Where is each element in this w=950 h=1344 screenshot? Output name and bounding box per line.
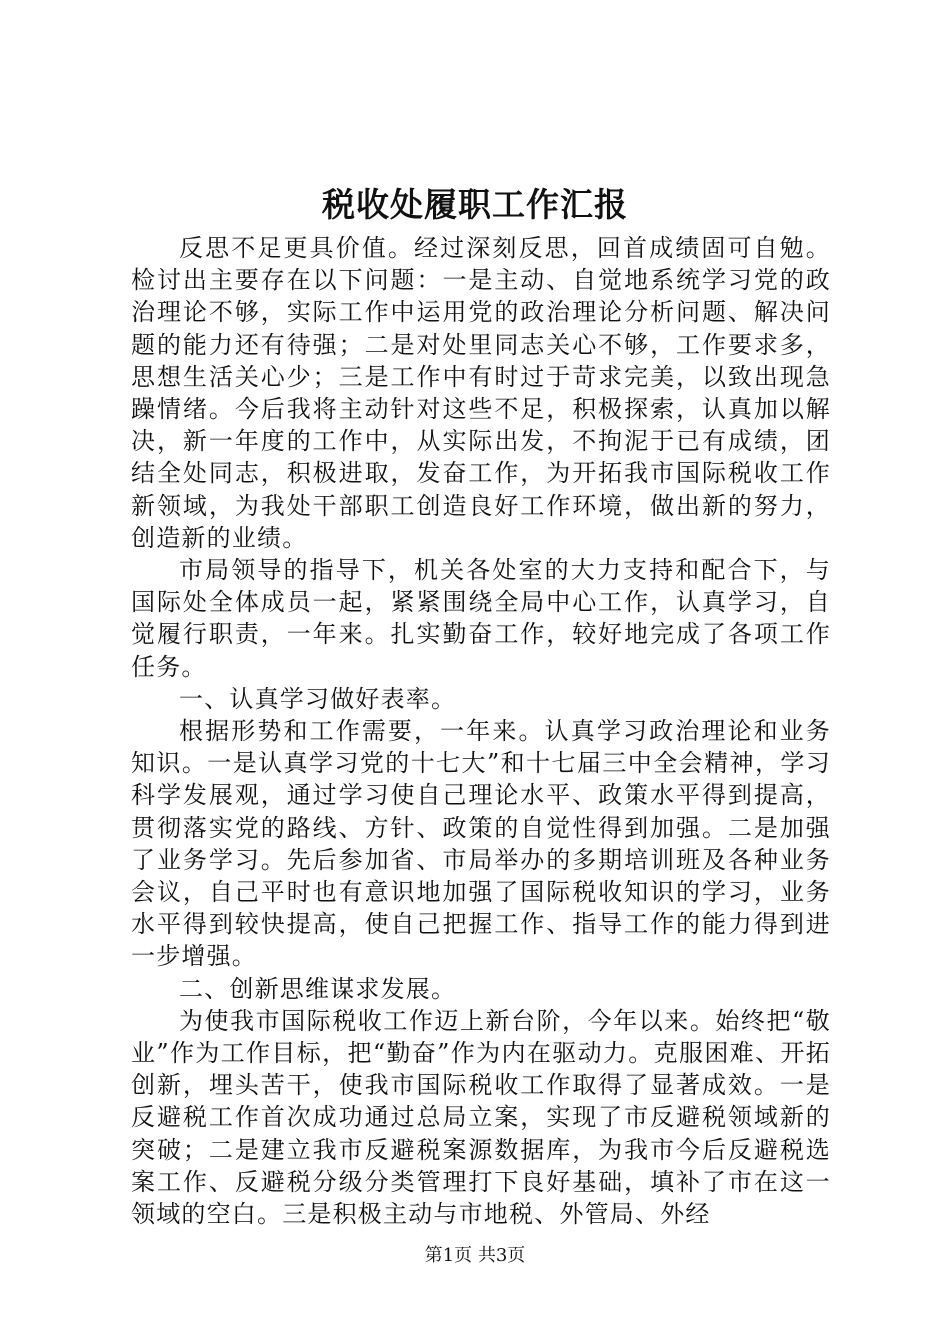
- paragraph-reflection: 反思不足更具价值。经过深刻反思，回首成绩固可自勉。检讨出主要存在以下问题：一是主动、自觉地系统学习党的政治理论不够，实际工作中运用党的政治理论分析问题、解决问题的能力还有待强；二是对处里同志关心不够，工作要求多，思想生活关心少；三是工作中有时过于苛求完美，以致出现急躁情绪。今后我将主动针对这些不足，积极探索，认真加以解决，新一年度的工作中，从实际出发，不拘泥于已有成绩，团结全处同志，积极进取，发奋工作，为开拓我市国际税收工作新领域，为我处干部职工创造良好工作环境，做出新的努力，创造新的业绩。: [131, 234, 831, 552]
- document-body: [131, 232, 831, 1230]
- page-number: 第1页 共3页: [424, 1245, 526, 1266]
- section-heading-study: 一、认真学习做好表率。: [179, 684, 457, 713]
- paragraph-study: 根据形势和工作需要，一年来。认真学习政治理论和业务知识。一是认真学习党的十七大”和十七届三中全会精神，学习科学发展观，通过学习使自己理论水平、政策水平得到提高，贯彻落实党的路线、方针、政策的自觉性得到加强。二是加强了业务学习。先后参加省、市局举办的多期培训班及各种业务会议，自己平时也有意识地加强了国际税收知识的学习，业务水平得到较快提高，使自己把握工作、指导工作的能力得到进一步增强。: [131, 717, 831, 971]
- document-title: 税收处履职工作汇报: [322, 185, 628, 224]
- paragraph-innovation: 为使我市国际税收工作迈上新台阶，今年以来。始终把“敬业”作为工作目标，把“勤奋”作为内在驱动力。克服困难、开拓创新，埋头苦干，使我市国际税收工作取得了显著成效。一是反避税工作首次成功通过总局立案，实现了市反避税领域新的突破；二是建立我市反避税案源数据库，为我市今后反避税选案工作、反避税分级分类管理打下良好基础，填补了市在这一领域的空白。三是积极主动与市地税、外管局、外经: [131, 1006, 831, 1229]
- section-heading-innovation: 二、创新思维谋求发展。: [179, 974, 457, 1003]
- paragraph-intro: 市局领导的指导下，机关各处室的大力支持和配合下，与国际处全体成员一起，紧紧围绕全局中心工作，认真学习，自觉履行职责，一年来。扎实勤奋工作，较好地完成了各项工作任务。: [131, 556, 831, 681]
